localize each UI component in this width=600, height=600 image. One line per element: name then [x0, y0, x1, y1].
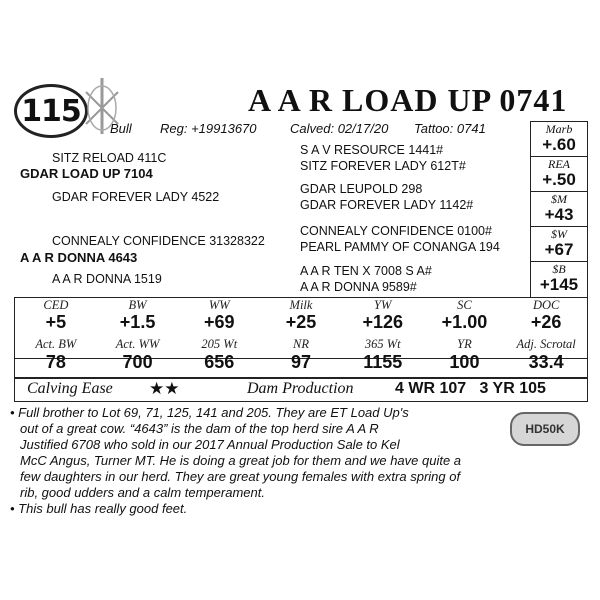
calving-ease-stars-icon: ★★: [149, 379, 180, 398]
sm-label: $M: [551, 192, 567, 206]
actuals-table: [14, 337, 588, 378]
epd-ww-value: +69: [204, 312, 235, 332]
animal-name: A A R LOAD UP 0741: [248, 82, 568, 118]
note-line: Justified 6708 who sold in our 2017 Annual Production Sale to Kel: [20, 437, 400, 452]
pedigree-right-8: A A R DONNA 9589#: [300, 280, 417, 294]
epd-ced-label: CED: [43, 298, 69, 312]
calving-row: [14, 378, 588, 402]
epd-ced-value: +5: [45, 312, 67, 332]
adj-scrotal-label: Adj. Scrotal: [516, 337, 576, 351]
side-epd-box: [530, 121, 588, 298]
pedigree-right-5: CONNEALY CONFIDENCE 0100#: [300, 224, 492, 238]
pedigree-right-7: A A R TEN X 7008 S A#: [300, 264, 432, 278]
epd-sc-label: SC: [457, 298, 472, 312]
epd-yw-label: YW: [374, 298, 392, 312]
epd-doc-value: +26: [530, 312, 562, 332]
notes: [10, 405, 510, 517]
yr-value: 100: [449, 352, 480, 372]
wt205-label: 205 Wt: [201, 337, 238, 351]
marb-value: +.60: [542, 135, 576, 154]
pedigree-sire-dam: GDAR FOREVER LADY 4522: [52, 190, 220, 204]
wt205-value: 656: [204, 352, 235, 372]
pedigree-right-2: SITZ FOREVER LADY 612T#: [300, 159, 466, 173]
note-line: McC Angus, Turner MT. He is doing a great job for them and we have quite a: [20, 453, 462, 468]
dam-production-label: Dam Production: [247, 380, 354, 397]
sm-value: +43: [544, 205, 574, 224]
sw-value: +67: [544, 240, 574, 259]
note-line: • This bull has really good feet.: [10, 501, 188, 516]
marb-label: Marb: [545, 122, 573, 136]
sex-label: Bull: [110, 121, 132, 136]
epd-milk-label: Milk: [289, 298, 313, 312]
epd-yw-value: +126: [362, 312, 403, 332]
rea-value: +.50: [542, 170, 576, 189]
epd-milk-value: +25: [285, 312, 317, 332]
hd50k-badge: HD50K: [510, 412, 580, 446]
calving-ease-label: Calving Ease: [27, 380, 113, 397]
act-bw-value: 78: [45, 352, 66, 372]
calved-date: Calved: 02/17/20: [290, 121, 389, 136]
pedigree-sire-sire: SITZ RELOAD 411C: [52, 151, 167, 165]
rea-label: REA: [548, 157, 570, 171]
pedigree-dam: A A R DONNA 4643: [20, 250, 138, 265]
sb-value: +145: [539, 275, 579, 294]
pedigree-right-6: PEARL PAMMY OF CONANGA 194: [300, 240, 500, 254]
act-bw-label: Act. BW: [35, 337, 77, 351]
wt365-value: 1155: [363, 352, 403, 372]
epd-bw-label: BW: [128, 298, 147, 312]
sw-label: $W: [551, 227, 567, 241]
pedigree-right-3: GDAR LEUPOLD 298: [300, 182, 423, 196]
note-line: few daughters in our herd. They are great young females with extra spring of: [20, 469, 461, 484]
epd-doc-label: DOC: [532, 298, 560, 312]
dam-production-value: 4 WR 107 3 YR 105: [395, 380, 546, 397]
registration-number: Reg: +19913670: [160, 121, 257, 136]
epd-sc-value: +1.00: [441, 312, 488, 332]
nr-label: NR: [293, 337, 309, 351]
pedigree-dam-sire: CONNEALY CONFIDENCE 31328322: [52, 234, 265, 248]
pedigree-right-4: GDAR FOREVER LADY 1142#: [300, 198, 474, 212]
note-line: out of a great cow. “4643” is the dam of the top herd sire A A R: [20, 421, 379, 436]
act-ww-value: 700: [122, 352, 153, 372]
wt365-label: 365 Wt: [364, 337, 401, 351]
sb-label: $B: [552, 262, 566, 276]
act-ww-label: Act. WW: [115, 337, 160, 351]
note-line: • Full brother to Lot 69, 71, 125, 141 and 205. They are ET Load Up's: [10, 405, 409, 420]
note-line: rib, good udders and a calm temperament.: [20, 485, 265, 500]
adj-scrotal-value: 33.4: [528, 352, 564, 372]
yr-label: YR: [457, 337, 472, 351]
epd-bw-value: +1.5: [119, 312, 156, 332]
nr-value: 97: [291, 352, 312, 372]
lot-number: 115: [14, 84, 88, 138]
pedigree-right-1: S A V RESOURCE 1441#: [300, 143, 444, 157]
pedigree-dam-dam: A A R DONNA 1519: [52, 272, 162, 286]
tattoo: Tattoo: 0741: [414, 121, 486, 136]
pedigree-sire: GDAR LOAD UP 7104: [20, 166, 153, 181]
epd-ww-label: WW: [208, 298, 230, 312]
